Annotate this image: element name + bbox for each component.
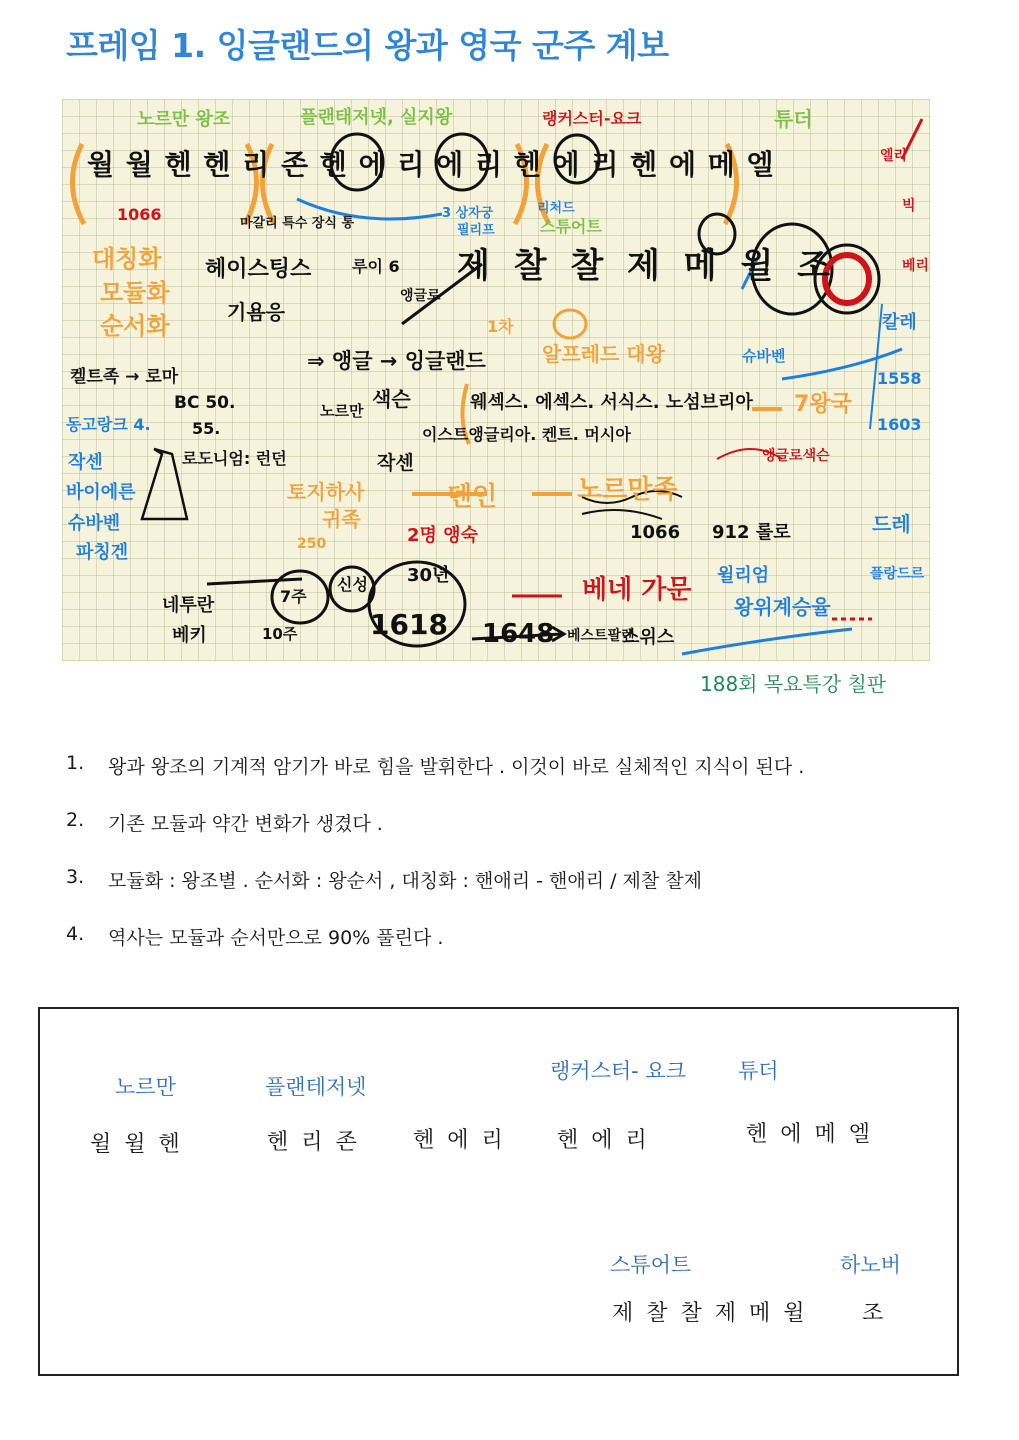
board-note-elli: 엘리 <box>880 148 908 164</box>
board-note-1558: 1558 <box>877 369 922 388</box>
kings-lancaster-york: 헨 에 리 <box>557 1128 650 1153</box>
notes-list <box>66 752 996 980</box>
board-note-250: 250 <box>297 536 327 552</box>
board-note-bavaria: 바이에른 <box>66 482 136 503</box>
kings-hanover: 조 <box>862 1301 887 1326</box>
board-note-land: 토지하사 <box>287 480 365 504</box>
board-note-1066b: 1066 <box>630 522 681 543</box>
board-note-rollo: 912 롤로 <box>712 522 791 543</box>
board-dynasty-plantagenet: 플랜태저넷, 실지왕 <box>300 107 453 128</box>
board-note-william: 윌리엄 <box>717 565 770 586</box>
board-note-special: 마갈리 특수 장식 통 <box>240 216 355 231</box>
board-note-10states: 10주 <box>262 625 298 643</box>
note-text: 모듈화 : 왕조별 . 순서화 : 왕순서 , 대칭화 : 핸애리 - 핸애리 / 제찰 찰제 <box>108 870 702 892</box>
board-note-kingdoms-2: 이스트앵글리아. 켄트. 머시아 <box>422 425 631 444</box>
board-note-module: 모듈화 <box>100 279 170 307</box>
board-note-7states: 7주 <box>280 587 307 606</box>
note-item <box>66 923 996 980</box>
note-number: 2. <box>66 809 85 831</box>
board-kings-row: 월 월 헨 헨 리 존 헨 에 리 에 리 헨 에 리 헨 에 메 엘 <box>87 148 775 181</box>
board-note-alfred: 알프레드 대왕 <box>542 342 665 366</box>
board-note-franconia: 파칭겐 <box>76 542 129 563</box>
dynasty-label-hanover: 하노버 <box>840 1253 901 1277</box>
board-drawings <box>62 99 930 661</box>
dynasty-label-norman: 노르만 <box>115 1075 176 1099</box>
board-note-three: 3 상자궁 <box>442 206 494 221</box>
board-note-england: ⇒ 앵글 → 잉글랜드 <box>307 349 486 373</box>
board-note-55: 55. <box>192 419 221 438</box>
board-note-normans: 노르만족 <box>577 475 678 505</box>
board-note-calais: 칼레 <box>882 312 917 333</box>
board-note-belgium: 베키 <box>172 625 207 646</box>
board-note-big: 빅 <box>902 198 916 214</box>
board-note-1066: 1066 <box>117 205 162 224</box>
page-title: 프레임 1. 잉글랜드의 왕과 영국 군주 계보 <box>66 26 669 65</box>
board-dynasty-tudor: 튜더 <box>774 107 813 131</box>
board-note-danes: 덴인 <box>447 482 498 512</box>
board-note-two: 2명 앵숙 <box>407 525 478 546</box>
board-dynasty-norman: 노르만 왕조 <box>137 109 231 130</box>
board-note-order: 순서화 <box>100 312 170 340</box>
board-note-norman: 노르만 <box>320 402 364 420</box>
board-note-anglo-saxon: 앵글로색슨 <box>762 448 830 464</box>
dynasty-label-stuart: 스튜어트 <box>610 1253 692 1277</box>
note-text: 역사는 모듈과 순서만으로 90% 풀린다 . <box>108 927 444 949</box>
note-item <box>66 866 996 923</box>
board-note-philip: 필리프 <box>457 223 495 238</box>
board-note-1648: 1648 <box>482 619 555 649</box>
board-note-holy: 신성 <box>337 575 368 594</box>
board-note-richard: 리처드 <box>537 201 575 216</box>
board-note-westphalia: 베스트팔렌 <box>567 628 635 644</box>
board-note-flanders: 플랑드르 <box>870 566 925 582</box>
board-note-louis6: 루이 6 <box>352 257 400 276</box>
board-note-beri: 베리 <box>902 258 930 274</box>
board-stuart-row: 제 찰 찰 제 메 윌 조 <box>457 246 836 286</box>
board-note-netherlands: 네투란 <box>162 595 215 616</box>
board-note-kingdoms-1: 웨섹스. 에섹스. 서식스. 노섬브리아 <box>470 392 753 413</box>
board-note-guillaume: 기욤응 <box>227 300 285 324</box>
board-note-1618: 1618 <box>370 608 448 641</box>
kings-plantagenet-2: 헨 에 리 <box>413 1128 506 1153</box>
note-text: 기존 모듈과 약간 변화가 생겼다 . <box>108 813 383 835</box>
board-note-swabia: 슈바벤 <box>68 513 121 534</box>
board-note-vene: 베네 가문 <box>582 575 692 605</box>
board-note-first: 1차 <box>487 317 514 336</box>
note-item <box>66 809 996 866</box>
board-note-nobles: 귀족 <box>322 507 361 531</box>
board-note-saxon: 작센 <box>68 452 103 473</box>
kings-plantagenet-1: 헨 리 존 <box>267 1130 360 1155</box>
board-note-london: 로도니엄: 런던 <box>182 449 287 468</box>
note-number: 4. <box>66 923 85 945</box>
note-number: 1. <box>66 752 85 774</box>
board-note-anglo: 앵글로 <box>400 288 441 304</box>
board-note-symmetry: 대칭화 <box>92 245 162 273</box>
note-text: 왕과 왕조의 기계적 암기가 바로 힘을 발휘한다 . 이것이 바로 실체적인 지식이 된다 . <box>108 756 805 778</box>
dynasty-label-plantagenet: 플랜테저넷 <box>265 1075 367 1099</box>
board-note-bc50: BC 50. <box>174 393 236 413</box>
board-dynasty-lancaster-york: 랭커스터-요크 <box>542 109 642 128</box>
board-note-30yr: 30년 <box>407 565 450 586</box>
board-note-dre: 드레 <box>872 512 911 536</box>
kings-stuart: 제 찰 찰 제 메 윌 <box>612 1301 808 1326</box>
board-note-heptarchy: 7왕국 <box>794 392 852 417</box>
note-number: 3. <box>66 866 85 888</box>
board-note-franks: 동고랑크 4. <box>66 415 151 434</box>
board-note-stuart: 스튜어트 <box>540 217 602 236</box>
summary-box <box>38 1007 959 1376</box>
board-note-saxony: 작센 <box>377 452 414 474</box>
board-note-swiss: 스위스 <box>622 627 675 648</box>
note-item <box>66 752 996 809</box>
dynasty-label-tudor: 튜더 <box>738 1059 779 1083</box>
kings-tudor: 헨 에 메 엘 <box>746 1122 873 1147</box>
dynasty-label-lancaster-york: 랭커스터- 요크 <box>550 1059 686 1083</box>
board-note-swabia2: 슈바벤 <box>742 347 786 365</box>
board-note-celt: 켈트족 → 로마 <box>70 367 179 387</box>
board-caption: 188회 목요특강 칠판 <box>700 672 887 696</box>
kings-norman: 윌 윌 헨 <box>90 1132 183 1157</box>
whiteboard-photo <box>62 99 930 661</box>
board-note-succession: 왕위계승율 <box>734 595 831 619</box>
board-note-saxons: 색슨 <box>372 387 411 411</box>
board-note-1603: 1603 <box>877 415 922 434</box>
board-note-hastings: 헤이스팅스 <box>205 257 312 282</box>
